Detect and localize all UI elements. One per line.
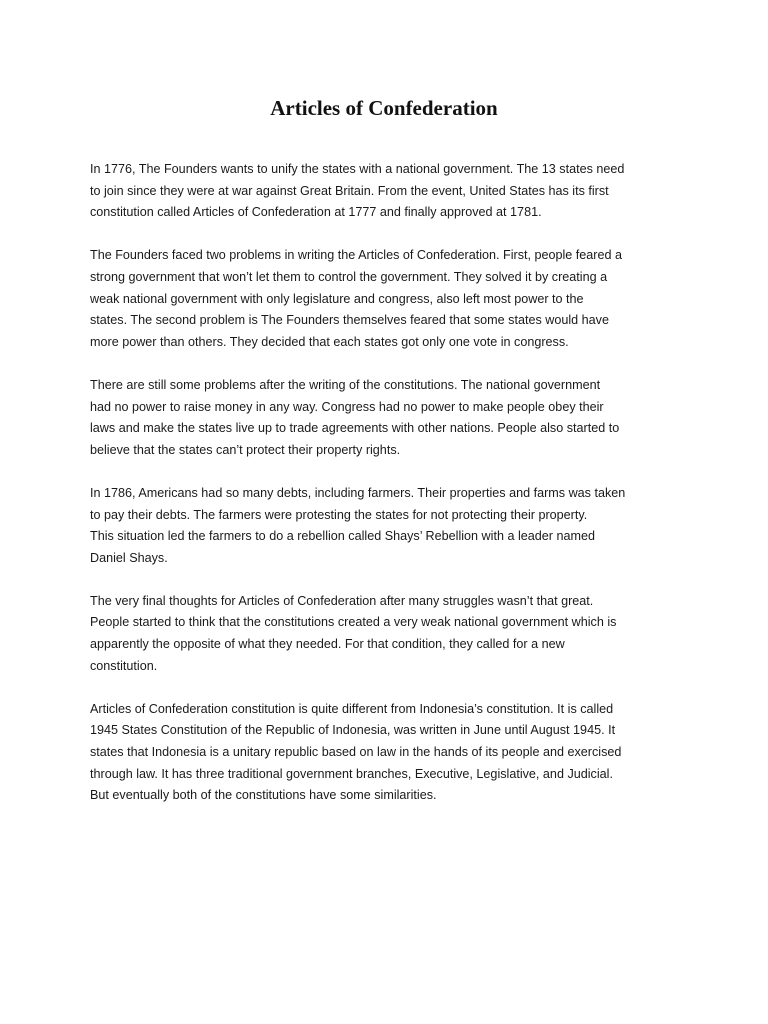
text-line: had no power to raise money in any way. Congress had no power to make people obey their: [90, 399, 604, 414]
text-line: strong government that won’t let them to control the government. They solved it by creating a: [90, 269, 608, 284]
text-line: apparently the opposite of what they needed. For that condition, they called for a new: [90, 637, 565, 652]
paragraph-1: [90, 159, 690, 224]
text-line: In 1776, The Founders wants to unify the states with a national government. The 13 states need: [90, 162, 625, 176]
text-line: through law. It has three traditional government branches, Executive, Legislative, and Judicial.: [90, 766, 613, 781]
text-line: People started to think that the constitutions created a very weak national government which is: [90, 615, 617, 630]
text-line: There are still some problems after the writing of the constitutions. The national government: [90, 377, 601, 392]
text-line: believe that the states can’t protect their property rights.: [90, 442, 401, 457]
text-line: In 1786, Americans had so many debts, including farmers. Their properties and farms was taken: [90, 485, 626, 500]
paragraph-2: [90, 245, 690, 353]
text-line: But eventually both of the constitutions have some similarities.: [90, 788, 437, 803]
text-line: Articles of Confederation constitution is quite different from Indonesia’s constitution. It is called: [90, 701, 614, 716]
text-line: laws and make the states live up to trade agreements with other nations. People also started to: [90, 421, 620, 436]
document-body: [90, 159, 690, 828]
text-line: The Founders faced two problems in writing the Articles of Confederation. First, people feared a: [90, 248, 623, 263]
text-line: states that Indonesia is a unitary republic based on law in the hands of its people and exercised: [90, 745, 622, 760]
paragraph-3: [90, 375, 690, 461]
text-line: weak national government with only legislature and congress, also left most power to the: [90, 291, 584, 306]
text-line: Daniel Shays.: [90, 550, 168, 565]
text-line: constitution.: [90, 658, 158, 673]
text-line: 1945 States Constitution of the Republic of Indonesia, was written in June until August 1945. It: [90, 723, 616, 738]
text-line: This situation led the farmers to do a rebellion called Shays’ Rebellion with a leader named: [90, 529, 595, 544]
text-line: to join since they were at war against Great Britain. From the event, United States has its first: [90, 183, 609, 198]
text-line: to pay their debts. The farmers were protesting the states for not protecting their property.: [90, 507, 588, 522]
paragraph-6: [90, 699, 690, 807]
paragraph-4: [90, 483, 690, 569]
text-line: The very final thoughts for Articles of Confederation after many struggles wasn’t that great.: [90, 593, 594, 608]
text-line: more power than others. They decided that each states got only one vote in congress.: [90, 334, 569, 349]
text-line: states. The second problem is The Founders themselves feared that some states would have: [90, 313, 609, 328]
text-line: constitution called Articles of Confederation at 1777 and finally approved at 1781.: [90, 205, 542, 220]
document-title: Articles of Confederation: [270, 96, 498, 120]
paragraph-5: [90, 591, 690, 677]
